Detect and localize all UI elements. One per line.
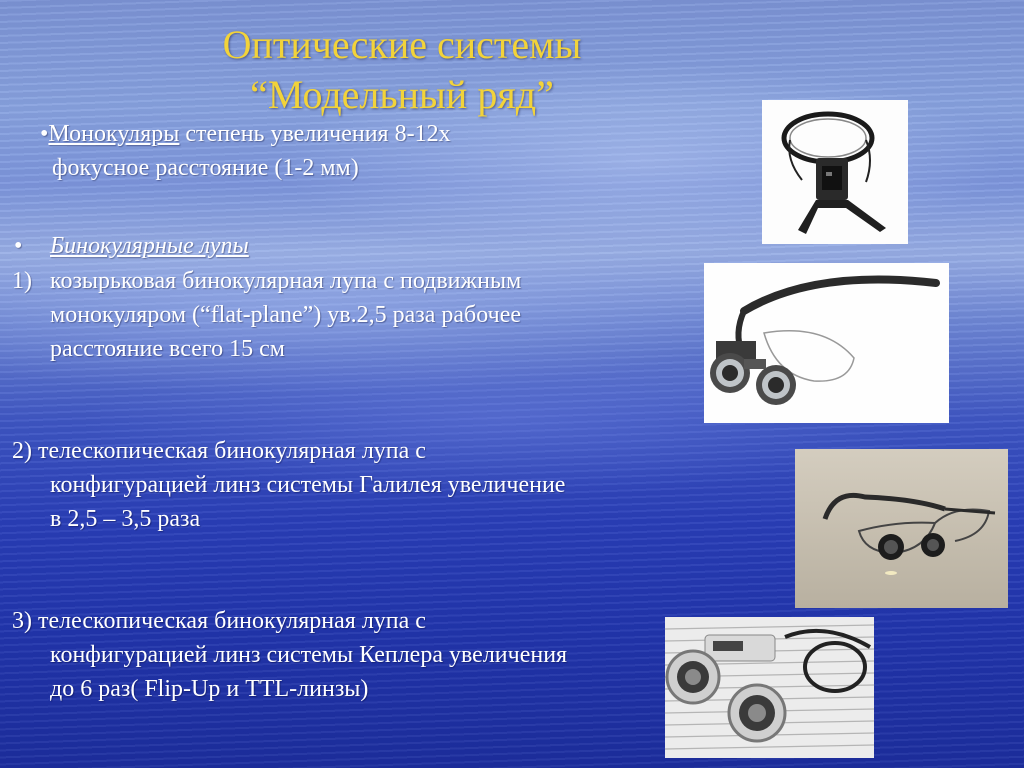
monocular-focal-length: фокусное расстояние (1-2 мм) [52,155,359,181]
item1-line2: монокуляром (“flat-plane”) ув.2,5 раза рабочее [50,302,522,328]
binocular-heading: Бинокулярные лупы [50,233,249,259]
galilean-loupe-image [795,449,1008,608]
item1-number: 1) [12,268,32,294]
item2-line3: в 2,5 – 3,5 раза [50,506,201,532]
keplerian-loupe-photo [665,617,874,758]
item2-line1: 2) телескопическая бинокулярная лупа с [12,438,426,464]
slide-title-line1: Оптические системы [222,22,582,67]
item3-line2: конфигурацией линз системы Кеплера увеличения [50,642,568,668]
galilean-loupe-photo [795,449,1008,608]
flat-plane-loupe-photo [704,263,949,423]
flat-plane-loupe-image [704,263,949,423]
monocular-term: Монокуляры [48,121,180,147]
monocular-line1 [40,117,451,151]
item3-line1: 3) телескопическая бинокулярная лупа с [12,608,426,634]
binocular-bullet: • [14,233,23,259]
slide-title-line2: “Модельный ряд” [250,72,554,117]
monocular-magnifier-photo [762,100,908,244]
item1-line1: козырьковая бинокулярная лупа с подвижным [50,268,522,294]
item2-line2: конфигурацией линз системы Галилея увеличение [50,472,566,498]
item3-line3: до 6 раз( Flip-Up и TTL-линзы) [50,676,369,702]
keplerian-loupe-image [665,617,874,758]
monocular-magnification: степень увеличения 8-12х [179,121,451,147]
monocular-bullet: • [40,121,49,147]
headband-magnifier-image [762,100,908,244]
item1-line3: расстояние всего 15 см [50,336,285,362]
